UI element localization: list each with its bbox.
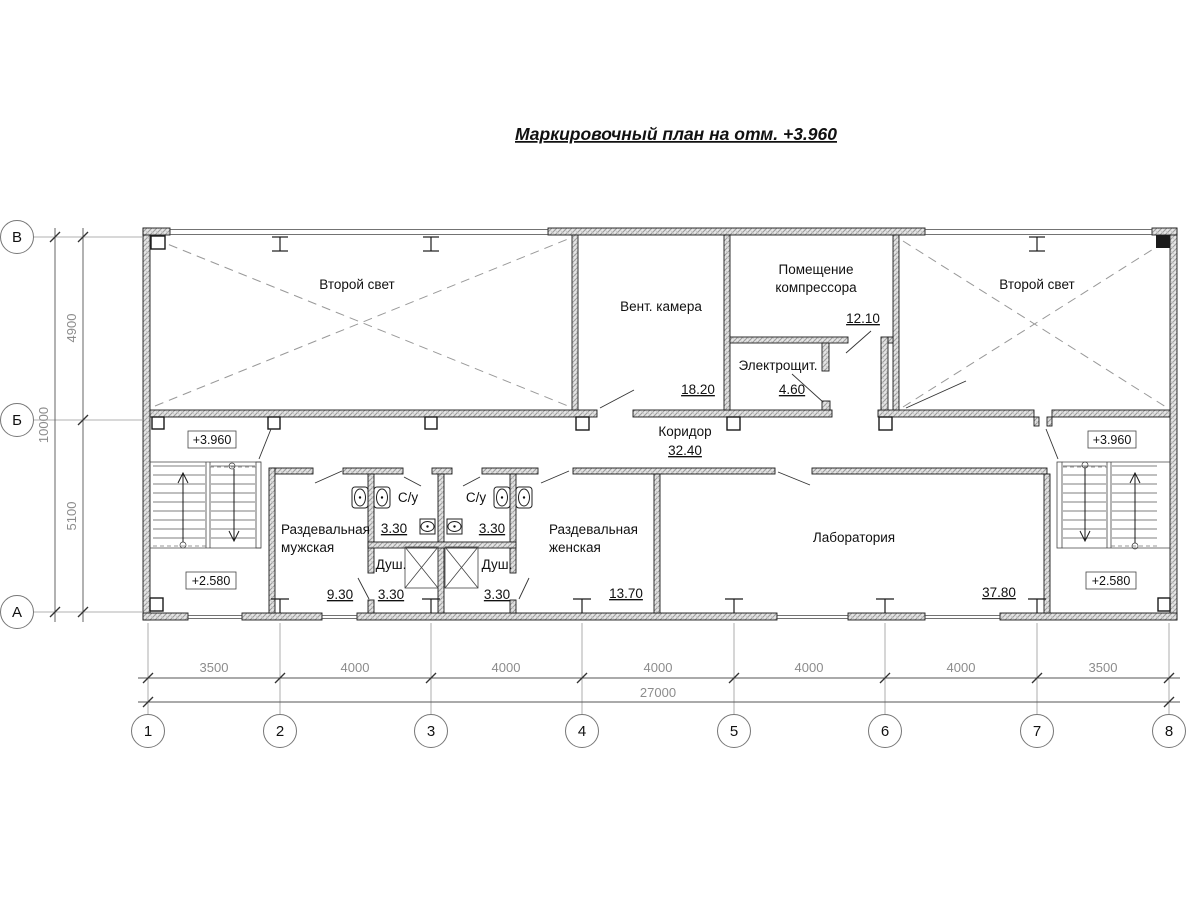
i-beam-icon bbox=[423, 237, 439, 251]
axis-bubble-6: 6 bbox=[880, 723, 890, 740]
drawing-title: Маркировочный план на отм. +3.960 bbox=[515, 124, 837, 144]
dim-bottom-1: 3500 bbox=[199, 660, 229, 675]
axis-bubble-5: 5 bbox=[729, 723, 739, 740]
stair-right bbox=[1057, 462, 1170, 549]
sink-icon bbox=[447, 519, 462, 534]
axis-bubble-4: 4 bbox=[577, 723, 587, 740]
room-area-electro: 4.60 bbox=[778, 382, 806, 397]
stair-steps bbox=[153, 466, 255, 538]
toilet-icon bbox=[494, 487, 510, 508]
axis-bubble-7: 7 bbox=[1032, 723, 1042, 740]
i-beam-icon bbox=[272, 237, 288, 251]
elevation-value: +3.960 bbox=[1092, 433, 1132, 447]
room-label-second-light-right: Второй свет bbox=[999, 277, 1075, 292]
room-label-locker-m-1: Раздевальная bbox=[281, 522, 370, 537]
room-area-wc-right: 3.30 bbox=[478, 521, 506, 536]
elevation-mark bbox=[186, 572, 236, 589]
dim-bottom-5: 4000 bbox=[794, 660, 824, 675]
room-area-lab: 37.80 bbox=[982, 585, 1016, 600]
room-area-shower-right: 3.30 bbox=[483, 587, 511, 602]
axis-bubble-1: 1 bbox=[143, 723, 153, 740]
room-area-locker-m: 9.30 bbox=[326, 587, 354, 602]
room-label-electro: Электрощит. bbox=[738, 358, 818, 373]
steel-columns-top bbox=[272, 237, 1045, 251]
elevation-value: +2.580 bbox=[1091, 574, 1131, 588]
axis-b-wall bbox=[150, 401, 1170, 426]
dim-left-total: 10000 bbox=[36, 406, 51, 444]
room-label-locker-f-1: Раздевальная bbox=[549, 522, 638, 537]
row-axis-bubbles bbox=[1, 221, 34, 629]
shower-tray-icon bbox=[405, 547, 438, 588]
room-label-lab: Лаборатория bbox=[812, 530, 896, 545]
dim-bottom-2: 4000 bbox=[340, 660, 370, 675]
shower-tray-icon bbox=[445, 547, 478, 588]
dim-bottom-7: 3500 bbox=[1088, 660, 1118, 675]
elevation-mark bbox=[1086, 572, 1136, 589]
toilet-icon bbox=[352, 487, 368, 508]
room-label-locker-f-2: женская bbox=[549, 540, 601, 555]
columns-axis-b bbox=[152, 417, 892, 430]
i-beam-icon bbox=[1029, 237, 1045, 251]
elevation-value: +2.580 bbox=[191, 574, 231, 588]
room-label-shower-right: Душ. bbox=[481, 557, 513, 572]
column-axis-bubbles bbox=[132, 715, 1186, 748]
dim-left-2: 5100 bbox=[64, 501, 79, 531]
axis-bubble-2: 2 bbox=[275, 723, 285, 740]
axis-bubble-8: 8 bbox=[1164, 723, 1174, 740]
dim-bottom-6: 4000 bbox=[946, 660, 976, 675]
room-area-shower-left: 3.30 bbox=[377, 587, 405, 602]
dim-left-1: 4900 bbox=[64, 313, 79, 343]
stair-steps bbox=[1063, 466, 1157, 538]
sink-icon bbox=[420, 519, 435, 534]
room-label-vent: Вент. камера bbox=[620, 299, 702, 314]
room-label-wc-right: С/у bbox=[465, 490, 487, 505]
room-label-shower-left: Душ. bbox=[375, 557, 407, 572]
room-label-corridor: Коридор bbox=[658, 424, 712, 439]
room-label-locker-m-2: мужская bbox=[281, 540, 335, 555]
dim-bottom-3: 4000 bbox=[491, 660, 521, 675]
axis-bubble-3: 3 bbox=[426, 723, 436, 740]
elevation-mark bbox=[188, 431, 236, 448]
room-area-compressor: 12.10 bbox=[846, 311, 880, 326]
elevation-mark bbox=[1088, 431, 1136, 448]
room-area-locker-f: 13.70 bbox=[609, 586, 643, 601]
second-light-cross-right bbox=[903, 241, 1166, 407]
dim-bottom-4: 4000 bbox=[643, 660, 673, 675]
room-area-corridor: 32.40 bbox=[668, 443, 702, 458]
toilet-icon bbox=[516, 487, 532, 508]
toilet-icon bbox=[374, 487, 390, 508]
elevation-value: +3.960 bbox=[192, 433, 232, 447]
room-area-wc-left: 3.30 bbox=[380, 521, 408, 536]
axis-bubble-a: А bbox=[11, 604, 23, 621]
dim-bottom-total: 27000 bbox=[639, 685, 677, 700]
room-area-vent: 18.20 bbox=[681, 382, 715, 397]
stair-left bbox=[150, 462, 261, 548]
axis-bubble-v: В bbox=[11, 229, 23, 246]
room-label-compressor-2: компрессора bbox=[775, 280, 857, 295]
room-label-wc-left: С/у bbox=[397, 490, 419, 505]
room-label-second-light-left: Второй свет bbox=[319, 277, 395, 292]
axis-bubble-b: Б bbox=[12, 412, 22, 429]
room-label-compressor-1: Помещение bbox=[778, 262, 854, 277]
second-light-cross-left bbox=[155, 239, 568, 406]
